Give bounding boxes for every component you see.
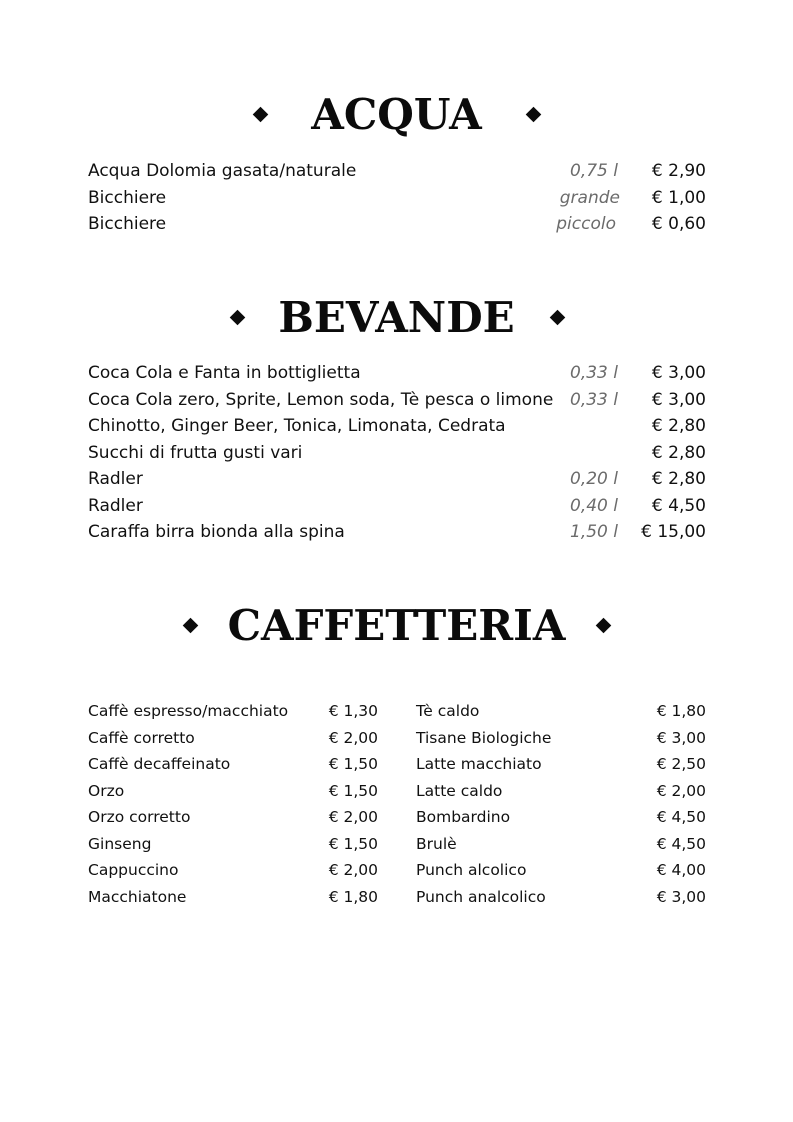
- section-header-bevande: [0, 288, 793, 348]
- menu-item: [416, 751, 706, 778]
- item-price: € 2,00: [328, 861, 378, 879]
- item-price: € 3,00: [656, 887, 706, 906]
- menu-item: [88, 725, 378, 752]
- menu-item: [88, 751, 378, 778]
- item-price: € 2,80: [651, 416, 706, 436]
- item-name: Tisane Biologiche: [416, 728, 552, 747]
- item-size: 0,40 l: [570, 495, 618, 516]
- menu-item: [88, 185, 706, 212]
- item-price: € 1,50: [328, 834, 378, 853]
- item-name: Orzo corretto: [88, 808, 191, 826]
- item-price: € 1,50: [328, 781, 378, 800]
- item-name: Acqua Dolomia gasata/naturale: [88, 161, 357, 181]
- item-name: Ginseng: [88, 834, 152, 853]
- item-name: Cappuccino: [88, 861, 179, 879]
- menu-item: [88, 493, 706, 520]
- item-name: Coca Cola e Fanta in bottiglietta: [88, 363, 361, 383]
- item-name: Punch alcolico: [416, 861, 527, 879]
- item-price: € 4,50: [656, 834, 706, 853]
- item-price: € 4,00: [656, 861, 706, 879]
- item-name: Succhi di frutta gusti vari: [88, 442, 303, 463]
- item-size: 0,33 l: [570, 389, 618, 410]
- section-title-caffetteria: CAFFETTERIA: [227, 601, 566, 650]
- item-size: 0,20 l: [570, 469, 618, 489]
- item-name: Chinotto, Ginger Beer, Tonica, Limonata, Cedrata: [88, 416, 506, 436]
- item-name: Orzo: [88, 781, 125, 800]
- menu-item: [88, 519, 706, 546]
- section-header-acqua: [0, 85, 793, 145]
- item-name: Caraffa birra bionda alla spina: [88, 522, 345, 542]
- item-name: Radler: [88, 469, 143, 489]
- item-price: € 1,30: [328, 702, 378, 720]
- item-size: piccolo: [556, 214, 616, 234]
- item-price: € 1,80: [328, 887, 378, 906]
- item-name: Coca Cola zero, Sprite, Lemon soda, Tè pesca o limone: [88, 389, 554, 410]
- item-size: 0,75 l: [570, 161, 618, 181]
- item-name: Radler: [88, 495, 143, 516]
- item-name: Brulè: [416, 834, 457, 853]
- item-price: € 2,80: [651, 442, 706, 463]
- caffetteria-right-column: [416, 698, 706, 910]
- menu-item: [88, 466, 706, 493]
- menu-item: [88, 804, 378, 831]
- item-size: 1,50 l: [570, 522, 618, 542]
- item-name: Macchiatone: [88, 887, 187, 906]
- menu-item: [88, 698, 378, 725]
- menu-item: [88, 211, 706, 238]
- section-title-bevande: BEVANDE: [278, 293, 515, 342]
- item-name: Caffè corretto: [88, 728, 195, 747]
- menu-item: [88, 884, 378, 911]
- item-name: Bicchiere: [88, 187, 167, 208]
- item-name: Latte macchiato: [416, 755, 542, 773]
- item-price: € 1,80: [656, 702, 706, 720]
- item-price: € 2,90: [651, 161, 706, 181]
- item-name: Caffè espresso/macchiato: [88, 702, 289, 720]
- item-price: € 4,50: [651, 495, 706, 516]
- item-price: € 3,00: [651, 389, 706, 410]
- section-header-caffetteria: [0, 596, 793, 656]
- menu-item: [88, 778, 378, 805]
- acqua-list: [88, 158, 706, 238]
- item-price: € 0,60: [651, 214, 706, 234]
- item-name: Tè caldo: [416, 702, 480, 720]
- item-price: € 2,00: [328, 728, 378, 747]
- item-price: € 4,50: [656, 808, 706, 826]
- item-size: grande: [559, 187, 620, 208]
- menu-item: [88, 387, 706, 414]
- item-name: Bicchiere: [88, 214, 167, 234]
- menu-item: [416, 884, 706, 911]
- caffetteria-left-column: [88, 698, 378, 910]
- item-price: € 2,00: [328, 808, 378, 826]
- item-price: € 1,50: [328, 755, 378, 773]
- menu-item: [88, 857, 378, 884]
- menu-item: [416, 698, 706, 725]
- item-price: € 1,00: [651, 187, 706, 208]
- item-price: € 3,00: [656, 728, 706, 747]
- section-title-acqua: ACQUA: [311, 90, 482, 139]
- item-size: 0,33 l: [570, 363, 618, 383]
- menu-item: [416, 778, 706, 805]
- menu-item: [416, 725, 706, 752]
- menu-item: [88, 360, 706, 387]
- menu-item: [88, 831, 378, 858]
- item-price: € 2,00: [656, 781, 706, 800]
- bevande-list: [88, 360, 706, 546]
- menu-item: [416, 831, 706, 858]
- menu-item: [88, 158, 706, 185]
- menu-item: [416, 804, 706, 831]
- item-name: Latte caldo: [416, 781, 503, 800]
- menu-item: [416, 857, 706, 884]
- item-price: € 2,50: [656, 755, 706, 773]
- menu-item: [88, 440, 706, 467]
- item-price: € 3,00: [651, 363, 706, 383]
- item-price: € 15,00: [641, 522, 706, 542]
- item-name: Punch analcolico: [416, 887, 546, 906]
- menu-item: [88, 413, 706, 440]
- item-price: € 2,80: [651, 469, 706, 489]
- item-name: Caffè decaffeinato: [88, 755, 231, 773]
- item-name: Bombardino: [416, 808, 511, 826]
